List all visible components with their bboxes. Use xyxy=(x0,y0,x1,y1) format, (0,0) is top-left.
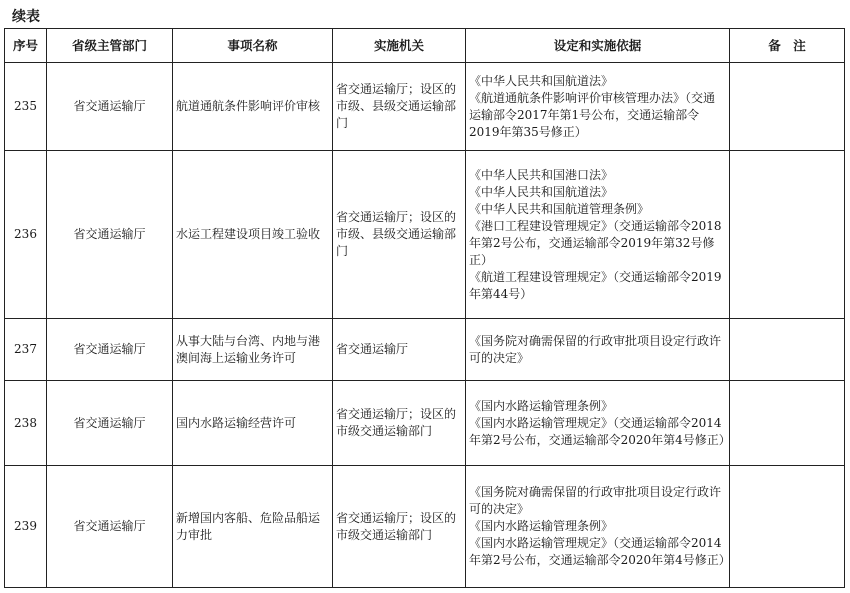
basis-line: 《国内水路运输管理条例》 xyxy=(469,519,614,533)
basis-line: 《中华人民共和国港口法》 xyxy=(469,167,614,182)
row-remark xyxy=(730,63,845,151)
header-remark: 备 注 xyxy=(730,29,845,63)
basis-line: 《港口工程建设管理规定》（交通运输部令2018年第2号公布，交通运输部令2019年第32号修正） xyxy=(469,218,722,267)
basis-line: 《航道通航条件影响评价审核管理办法》（交通运输部令2017年第1号公布，交通运输部令2019年第35号修正） xyxy=(469,90,716,139)
header-basis: 设定和实施依据 xyxy=(466,29,730,63)
row-basis xyxy=(466,319,730,381)
row-department: 省交通运输厅 xyxy=(47,151,173,319)
row-item-name: 水运工程建设项目竣工验收 xyxy=(173,151,333,319)
row-agency: 省交通运输厅；设区的市级、县级交通运输部门 xyxy=(333,63,466,151)
row-agency: 省交通运输厅 xyxy=(333,319,466,381)
row-item-name: 国内水路运输经营许可 xyxy=(173,381,333,466)
row-item-name: 从事大陆与台湾、内地与港澳间海上运输业务许可 xyxy=(173,319,333,381)
row-number: 237 xyxy=(5,319,47,381)
row-basis xyxy=(466,381,730,466)
row-department: 省交通运输厅 xyxy=(47,63,173,151)
row-item-name: 新增国内客船、危险品船运力审批 xyxy=(173,466,333,588)
header-agency: 实施机关 xyxy=(333,29,466,63)
basis-line: 《国务院对确需保留的行政审批项目设定行政许可的决定》 xyxy=(469,485,722,516)
basis-line: 《国内水路运输管理规定》（交通运输部令2014年第2号公布，交通运输部令2020年第4号修正） xyxy=(469,536,731,567)
row-agency: 省交通运输厅；设区的市级、县级交通运输部门 xyxy=(333,151,466,319)
row-remark xyxy=(730,151,845,319)
row-department: 省交通运输厅 xyxy=(47,319,173,381)
row-agency: 省交通运输厅；设区的市级交通运输部门 xyxy=(333,466,466,588)
table-row xyxy=(5,151,845,319)
header-name: 事项名称 xyxy=(173,29,333,63)
row-department: 省交通运输厅 xyxy=(47,466,173,588)
permits-table xyxy=(4,28,845,588)
basis-line: 《国内水路运输管理条例》 xyxy=(469,398,614,413)
basis-line: 《国内水路运输管理规定》（交通运输部令2014年第2号公布，交通运输部令2020年第4号修正） xyxy=(469,415,731,447)
table-row xyxy=(5,319,845,381)
header-row xyxy=(5,29,845,63)
table-caption: 续表 xyxy=(12,9,40,25)
basis-line: 《中华人民共和国航道法》 xyxy=(469,184,614,199)
basis-line: 《中华人民共和国航道管理条例》 xyxy=(469,201,650,216)
row-number: 238 xyxy=(5,381,47,466)
table-row xyxy=(5,466,845,588)
row-item-name: 航道通航条件影响评价审核 xyxy=(173,63,333,151)
row-department: 省交通运输厅 xyxy=(47,381,173,466)
row-number: 239 xyxy=(5,466,47,588)
basis-line: 《航道工程建设管理规定》（交通运输部令2019年第44号） xyxy=(469,269,722,301)
table-row xyxy=(5,381,845,466)
row-basis xyxy=(466,63,730,151)
basis-line: 《国务院对确需保留的行政审批项目设定行政许可的决定》 xyxy=(469,333,722,365)
header-no: 序号 xyxy=(5,29,47,63)
row-number: 236 xyxy=(5,151,47,319)
header-dept: 省级主管部门 xyxy=(47,29,173,63)
row-agency: 省交通运输厅；设区的市级交通运输部门 xyxy=(333,381,466,466)
row-remark xyxy=(730,319,845,381)
basis-line: 《中华人民共和国航道法》 xyxy=(469,73,614,88)
row-remark xyxy=(730,381,845,466)
row-number: 235 xyxy=(5,63,47,151)
row-basis xyxy=(466,466,730,588)
table-row xyxy=(5,63,845,151)
row-basis xyxy=(466,151,730,319)
row-remark xyxy=(730,466,845,588)
